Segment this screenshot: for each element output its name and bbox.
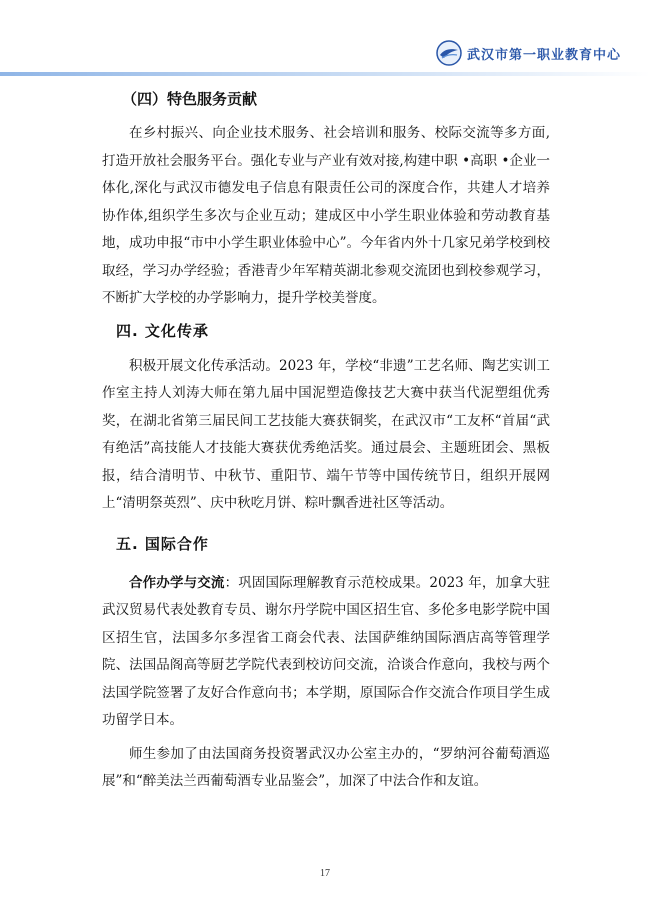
section-heading-culture: 四. 文化传承	[116, 321, 209, 340]
header-brand: 武汉市第一职业教育中心	[467, 48, 622, 63]
cooperation-lead: 合作办学与交流	[129, 574, 225, 591]
page-header	[0, 0, 650, 76]
cooperation-text: ：巩固国际理解教育示范校成果。2023 年，加拿大驻武汉贸易代表处教育专员、谢尔丹学院中国区招生官、多伦多电影学院中国区招生官，法国多尔多涅省工商会代表、法国萨维纳国际酒店高等管理学院、法国品阁高等厨艺学院代表到校访问交流，洽谈合作意向，我校与两个法国学院签署了友好合作意向书；本学期，原国际合作交流合作项目学生成功留学日本。	[102, 574, 550, 728]
section-heading-international: 五. 国际合作	[116, 534, 209, 553]
paragraph-international-1	[102, 570, 550, 735]
paragraph-service: 在乡村振兴、向企业技术服务、社会培训和服务、校际交流等多方面,打造开放社会服务平台。强化专业与产业有效对接,构建中职 •高职 •企业一体化,深化与武汉市德发电子信息有限责任公司的深度合作，共建人才培养协作体,组织学生多次与企业互动；建成区中小学生职业体验和劳动教育基地，成功申报“市中小学生职业体验中心”。今年省内外十几家兄弟学校到校取经，学习办学经验；香港青少年军精英湖北参观交流团也到校参观学习，不断扩大学校的办学影响力，提升学校美誉度。	[102, 125, 550, 306]
paragraph-culture: 积极开展文化传承活动。2023 年，学校“非遗”工艺名师、陶艺实训工作室主持人刘涛大师在第九届中国泥塑造像技艺大赛中获当代泥塑组优秀奖，在湖北省第三届民间工艺技能大赛获铜奖，在武汉市“工友杯“首届“武有绝活”高技能人才技能大赛获优秀绝活奖。通过晨会、主题班团会、黑板报，结合清明节、中秋节、重阳节、端午节等中国传统节日，组织开展网上“清明祭英烈”、庆中秋吃月饼、粽叶飘香进社区等活动。	[102, 357, 550, 511]
paragraph-international-2: 师生参加了由法国商务投资署武汉办公室主办的，“罗纳河谷葡萄酒巡展”和“醉美法兰西葡萄酒专业品鉴会”，加深了中法合作和友谊。	[102, 745, 550, 789]
header-rule	[0, 72, 650, 76]
document-body	[102, 84, 550, 796]
school-logo-icon	[436, 40, 462, 66]
subsection-heading-service: （四）特色服务贡献	[122, 90, 258, 108]
page-number: 17	[320, 868, 330, 879]
